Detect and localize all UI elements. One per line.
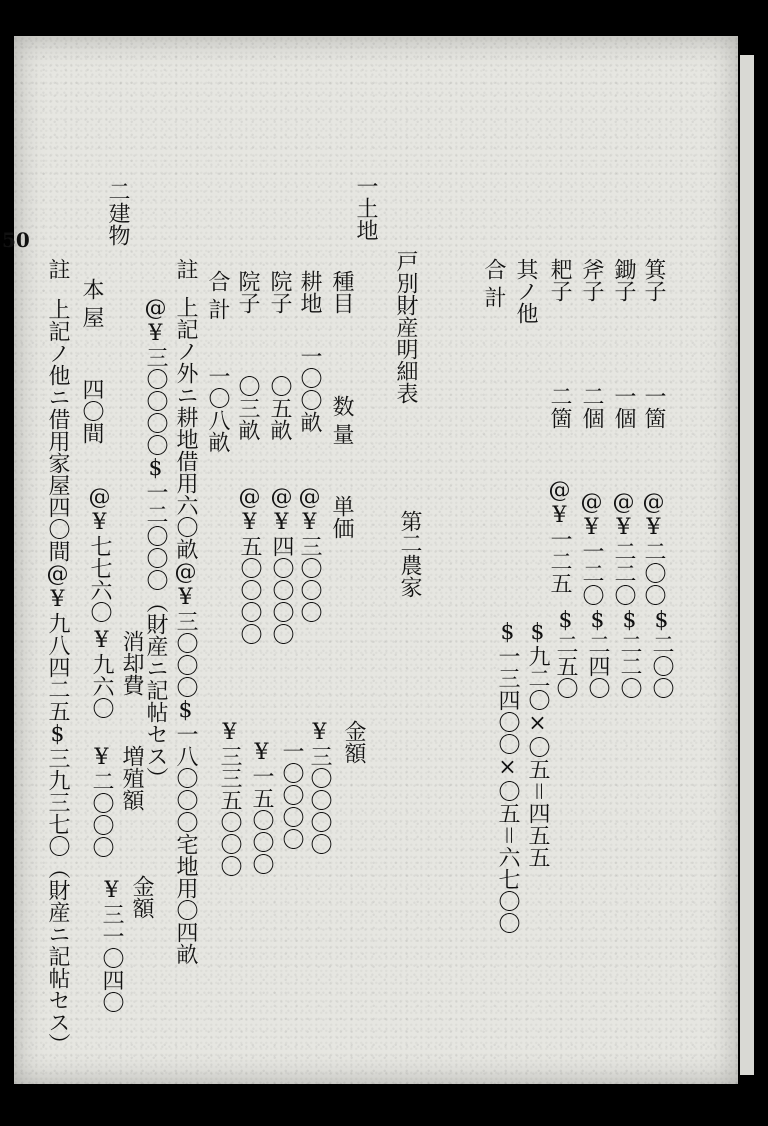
other-row-amount: $二〇〇 [649, 608, 674, 699]
header-unit-price: 単価 [329, 495, 354, 539]
other-row-name: 耙子 [547, 258, 572, 302]
land-total-label: 合計 [205, 270, 230, 326]
land-note-label: 註 [173, 258, 198, 280]
other-row-unit-price: @¥二〇〇 [641, 490, 666, 606]
document-title: 戸別財産明細表 [393, 250, 418, 404]
land-row-quantity: 一〇〇畝 [297, 345, 322, 433]
building-row-depreciation: ¥九六〇 [89, 628, 114, 719]
other-row-quantity: 一箇 [641, 385, 666, 429]
land-note-line-1: 上記ノ外ニ耕地借用六〇畝@¥三〇〇〇$一八〇〇〇宅地用〇四畝 [173, 296, 198, 965]
page-number: 50 [2, 228, 30, 252]
land-total-quantity: 一〇八畝 [205, 365, 230, 453]
land-row-name: 耕地 [297, 270, 322, 314]
land-note-line-2: @¥三〇〇〇〇$一二〇〇〇（財産ニ記帖セス） [143, 296, 168, 789]
header-building-amount: 金額 [129, 875, 154, 919]
other-total-line-2: $一三四〇〇×〇五＝六七〇〇 [495, 620, 520, 934]
other-total-label: 合計 [481, 258, 506, 314]
other-misc-label: 其ノ他 [513, 258, 538, 324]
header-amount: 金額 [341, 720, 366, 764]
land-row-unit-price: @¥三〇〇〇 [297, 485, 322, 623]
land-row-amount: 一〇〇〇〇 [279, 740, 304, 850]
other-row-quantity: 一個 [611, 385, 636, 429]
header-increase: 増殖額 [119, 745, 144, 811]
other-row-unit-price: @¥一二〇 [579, 490, 604, 606]
other-row-name: 鋤子 [611, 258, 636, 302]
land-row-amount: ¥一五〇〇〇 [249, 740, 274, 875]
other-row-quantity: 二個 [579, 385, 604, 429]
section-1-heading: 一土地 [353, 175, 378, 241]
building-row-unit-price: @¥七七六〇 [87, 485, 112, 623]
building-note: 上記ノ他ニ借用家屋四〇間@¥九八四二五$三九三七〇（財産ニ記帖セス） [45, 298, 70, 1055]
header-quantity: 数量 [329, 395, 354, 451]
other-row-amount: $二二〇 [617, 608, 642, 699]
section-2-heading: 二建物 [105, 180, 130, 246]
land-row-quantity: 〇三畝 [235, 375, 260, 441]
header-depreciation: 消却費 [119, 630, 144, 696]
land-row-name: 院子 [267, 270, 292, 314]
other-row-name: 箕子 [641, 258, 666, 302]
building-row-name: 本屋 [79, 278, 104, 334]
building-note-label: 註 [45, 258, 70, 280]
other-row-amount: $二五〇 [553, 608, 578, 699]
header-item: 種目 [329, 270, 354, 314]
land-row-unit-price: @¥五〇〇〇〇 [237, 485, 262, 645]
land-row-amount: ¥三〇〇〇〇 [307, 720, 332, 855]
land-row-unit-price: @¥四〇〇〇〇 [269, 485, 294, 645]
building-row-quantity: 四〇間 [79, 378, 104, 444]
page-edge-shadow [740, 55, 754, 1075]
land-row-name: 院子 [235, 270, 260, 314]
land-row-quantity: 〇五畝 [267, 375, 292, 441]
other-row-name: 斧子 [579, 258, 604, 302]
other-row-unit-price: @¥二二〇 [611, 490, 636, 606]
building-row-increase: ¥二〇〇〇 [89, 745, 114, 858]
other-row-quantity: 二箇 [547, 385, 572, 429]
other-total-line-1: $九二〇×〇五＝四五五 [525, 620, 550, 868]
other-row-amount: $二四〇 [585, 608, 610, 699]
building-row-amount: ¥三一〇四〇 [99, 878, 124, 1013]
land-total-amount: ¥三三五〇〇〇 [217, 720, 242, 877]
household-label: 第二農家 [397, 510, 422, 598]
other-row-unit-price: @¥一二五 [547, 478, 572, 594]
